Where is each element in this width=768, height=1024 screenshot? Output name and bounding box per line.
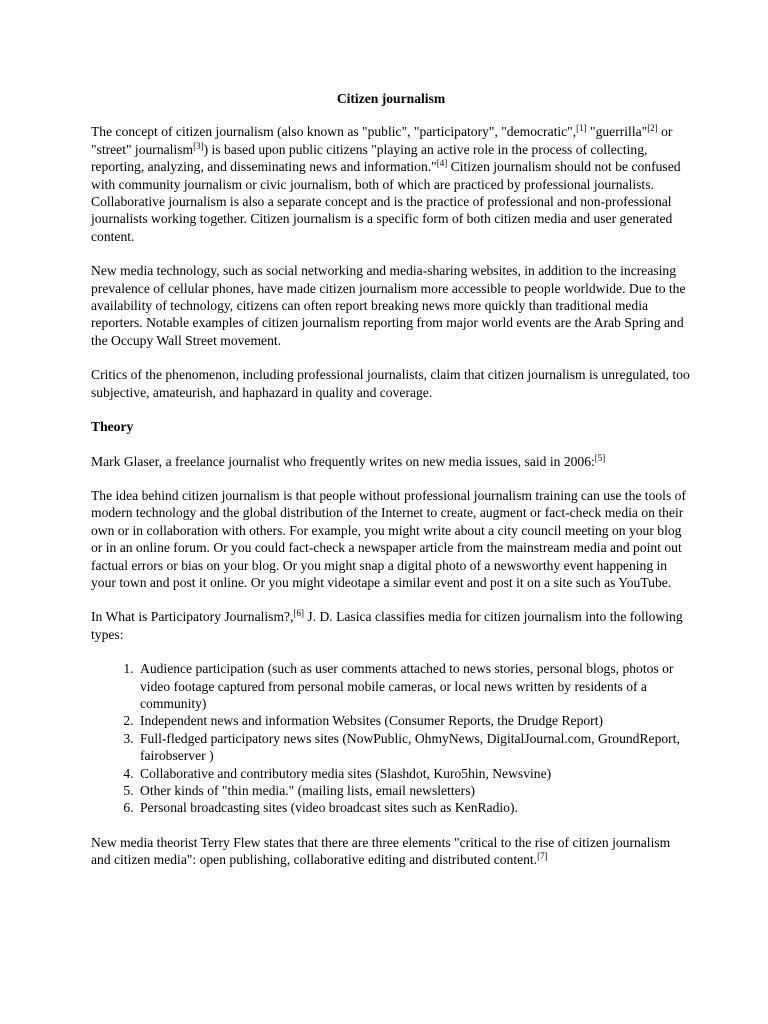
paragraph-quote: The idea behind citizen journalism is that people without professional journalism training can use the tools of modern technology and the global distribution of the Internet to create, augment or fact-check media on their own or in collaboration with others. For example, you might write about a city council meeting on your blog or in an online forum. Or you could fact-check a newspaper article from the mainstream media and point out factual errors or bias on your blog. Or you might snap a digital photo of a newsworthy event happening in your town and post it online. Or you might videotape a similar event and post it on a site such as YouTube. (91, 487, 686, 590)
paragraph-lasica (91, 608, 691, 643)
media-types-list (91, 660, 691, 817)
text-segment: ) is based upon public citizens "playing an active role in the process of collecting, reporting, analyzing, and disseminating news and information." (91, 141, 648, 175)
footnote-ref-6[interactable]: [6] (293, 608, 304, 619)
list-item: 2. Independent news and information Websites (Consumer Reports, the Drudge Report) (137, 712, 691, 729)
footnote-ref-4[interactable]: [4] (436, 158, 448, 169)
list-item: 1. Audience participation (such as user comments attached to news stories, personal blogs, photos or video footage captured from personal mobile cameras, or local news written by residents of a community) (137, 660, 691, 712)
list-item: 5. Other kinds of "thin media." (mailing lists, email newsletters) (137, 782, 691, 799)
paragraph-glaser (91, 453, 691, 470)
document-page (91, 88, 691, 886)
text-segment: New media theorist Terry Flew states that there are three elements "critical to the rise of citizen journalism and citizen media": open publishing, collaborative editing and distributed content. (91, 834, 671, 868)
list-item: 6. Personal broadcasting sites (video broadcast sites such as KenRadio). (137, 799, 691, 816)
list-item: 4. Collaborative and contributory media sites (Slashdot, Kuro5hin, Newsvine) (137, 765, 691, 782)
footnote-ref-2[interactable]: [2] (647, 123, 658, 134)
text-segment: J. D. Lasica classifies media for citizen journalism into the following types: (91, 609, 683, 642)
footnote-ref-3[interactable]: [3] (193, 140, 204, 151)
text-segment: The concept of citizen journalism (also known as "public", "participatory", "democratic", (91, 124, 577, 140)
text-segment: Mark Glaser, a freelance journalist who frequently writes on new media issues, said in 2006: (91, 453, 595, 469)
text-segment: In What is Participatory Journalism?, (91, 609, 294, 625)
section-heading-theory: Theory (91, 419, 134, 435)
text-segment: or "street" journalism (91, 124, 673, 157)
footnote-ref-1[interactable]: [1] (576, 123, 587, 134)
paragraph-new-media: New media technology, such as social networking and media-sharing websites, in addition to the increasing prevalence of cellular phones, have made citizen journalism more accessible to people worldwide. Due to the availability of technology, citizens can often report breaking news more quickly than traditional media reporters. Notable examples of citizen journalism reporting from major world events are the Arab Spring and the Occupy Wall Street movement. (91, 263, 686, 348)
document-title: Citizen journalism (336, 91, 446, 106)
text-segment: Citizen journalism should not be confused with community journalism or civic journalism, both of which are practiced by professional journalists. Collaborative journalism is also a separate concept and is the practice of professional and non-professional journalists working together. Citizen journalism is a specific form of both citizen media and user generated content. (91, 159, 681, 244)
paragraph-intro (91, 123, 691, 245)
footnote-ref-5[interactable]: [5] (594, 452, 606, 463)
footnote-ref-7[interactable]: [7] (537, 851, 548, 862)
text-segment: "guerrilla" (586, 124, 648, 140)
paragraph-critics: Critics of the phenomenon, including professional journalists, claim that citizen journalism is unregulated, too subjective, amateurish, and haphazard in quality and coverage. (91, 367, 690, 400)
paragraph-flew (91, 834, 691, 869)
list-item: 3. Full-fledged participatory news sites (NowPublic, OhmyNews, DigitalJournal.com, GroundReport, fairobserver ) (137, 730, 691, 765)
